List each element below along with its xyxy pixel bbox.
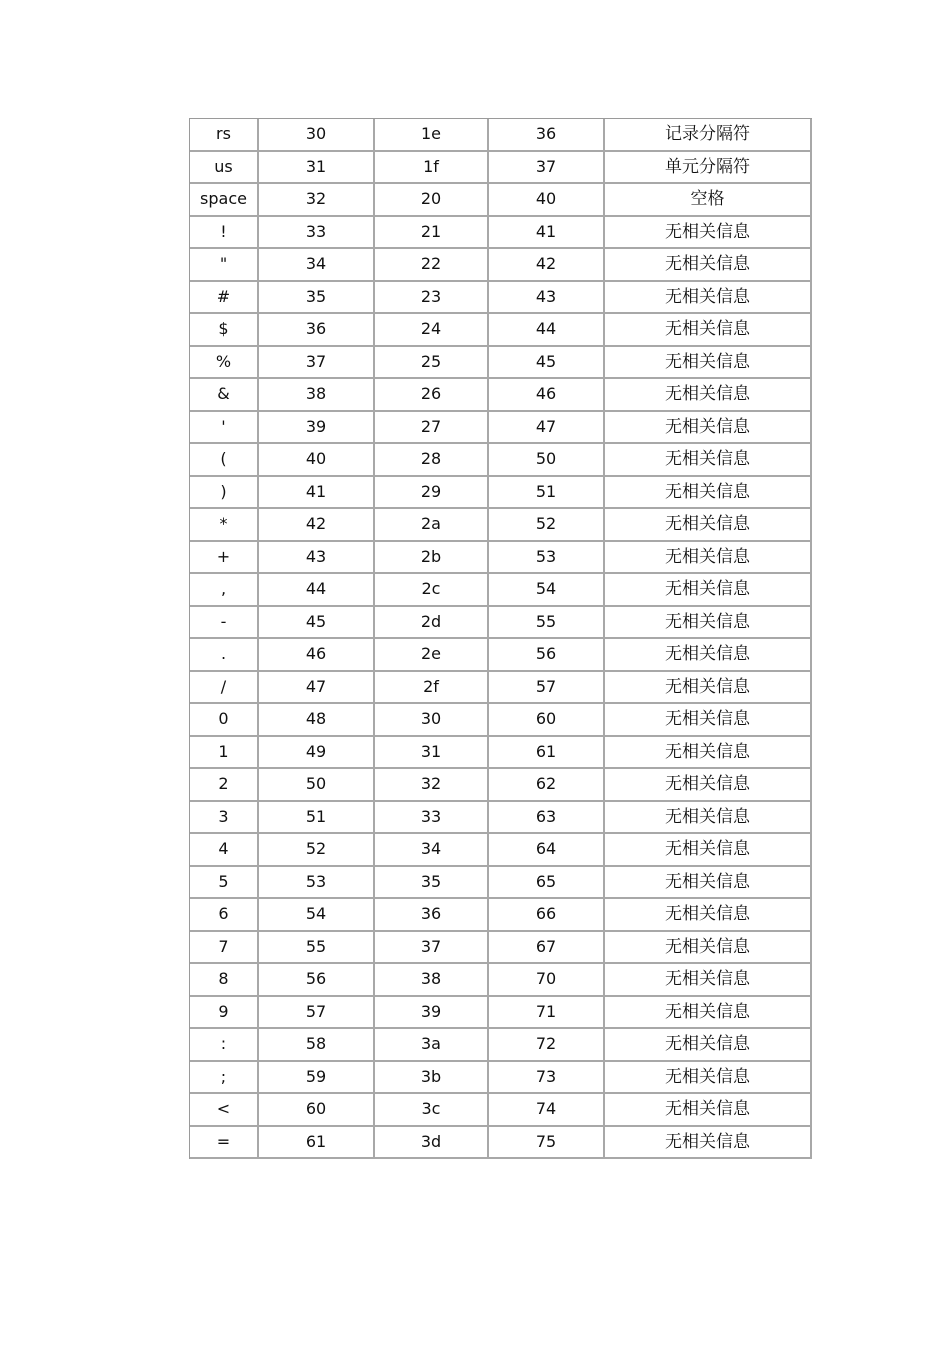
decimal-cell: 31 [259, 152, 375, 185]
decimal-cell: 59 [259, 1062, 375, 1095]
char-cell: 6 [190, 899, 259, 932]
description-cell: 单元分隔符 [605, 152, 812, 185]
octal-cell: 55 [489, 607, 605, 640]
decimal-cell: 43 [259, 542, 375, 575]
decimal-cell: 41 [259, 477, 375, 510]
decimal-cell: 53 [259, 867, 375, 900]
octal-cell: 66 [489, 899, 605, 932]
table-row [190, 737, 812, 770]
ascii-code-table [189, 118, 812, 1159]
table-row [190, 769, 812, 802]
char-cell: 7 [190, 932, 259, 965]
table-row [190, 997, 812, 1030]
char-cell: ( [190, 444, 259, 477]
description-cell: 无相关信息 [605, 867, 812, 900]
description-cell: 无相关信息 [605, 737, 812, 770]
table-row [190, 867, 812, 900]
octal-cell: 44 [489, 314, 605, 347]
char-cell: % [190, 347, 259, 380]
octal-cell: 56 [489, 639, 605, 672]
decimal-cell: 47 [259, 672, 375, 705]
octal-cell: 64 [489, 834, 605, 867]
description-cell: 无相关信息 [605, 997, 812, 1030]
octal-cell: 52 [489, 509, 605, 542]
description-cell: 无相关信息 [605, 249, 812, 282]
decimal-cell: 37 [259, 347, 375, 380]
decimal-cell: 49 [259, 737, 375, 770]
octal-cell: 71 [489, 997, 605, 1030]
octal-cell: 36 [489, 119, 605, 152]
octal-cell: 70 [489, 964, 605, 997]
ascii-table-body [190, 119, 812, 1159]
char-cell: , [190, 574, 259, 607]
hex-cell: 2f [375, 672, 489, 705]
description-cell: 空格 [605, 184, 812, 217]
decimal-cell: 39 [259, 412, 375, 445]
description-cell: 无相关信息 [605, 217, 812, 250]
char-cell: * [190, 509, 259, 542]
description-cell: 无相关信息 [605, 1094, 812, 1127]
hex-cell: 3c [375, 1094, 489, 1127]
char-cell: 3 [190, 802, 259, 835]
decimal-cell: 60 [259, 1094, 375, 1127]
table-row [190, 704, 812, 737]
hex-cell: 20 [375, 184, 489, 217]
char-cell: + [190, 542, 259, 575]
hex-cell: 2d [375, 607, 489, 640]
table-row [190, 574, 812, 607]
decimal-cell: 61 [259, 1127, 375, 1160]
decimal-cell: 50 [259, 769, 375, 802]
char-cell: ! [190, 217, 259, 250]
hex-cell: 2e [375, 639, 489, 672]
decimal-cell: 58 [259, 1029, 375, 1062]
hex-cell: 24 [375, 314, 489, 347]
description-cell: 无相关信息 [605, 412, 812, 445]
description-cell: 无相关信息 [605, 802, 812, 835]
table-row [190, 152, 812, 185]
table-row [190, 672, 812, 705]
char-cell: & [190, 379, 259, 412]
description-cell: 无相关信息 [605, 964, 812, 997]
char-cell: 9 [190, 997, 259, 1030]
char-cell: space [190, 184, 259, 217]
char-cell: ' [190, 412, 259, 445]
description-cell: 无相关信息 [605, 834, 812, 867]
octal-cell: 61 [489, 737, 605, 770]
table-row [190, 542, 812, 575]
decimal-cell: 55 [259, 932, 375, 965]
octal-cell: 74 [489, 1094, 605, 1127]
description-cell: 无相关信息 [605, 509, 812, 542]
char-cell: # [190, 282, 259, 315]
octal-cell: 37 [489, 152, 605, 185]
decimal-cell: 42 [259, 509, 375, 542]
hex-cell: 22 [375, 249, 489, 282]
char-cell: : [190, 1029, 259, 1062]
char-cell: 4 [190, 834, 259, 867]
hex-cell: 34 [375, 834, 489, 867]
decimal-cell: 34 [259, 249, 375, 282]
octal-cell: 72 [489, 1029, 605, 1062]
hex-cell: 3b [375, 1062, 489, 1095]
description-cell: 无相关信息 [605, 444, 812, 477]
decimal-cell: 54 [259, 899, 375, 932]
table-row [190, 1094, 812, 1127]
description-cell: 无相关信息 [605, 639, 812, 672]
description-cell: 记录分隔符 [605, 119, 812, 152]
table-row [190, 1062, 812, 1095]
char-cell: / [190, 672, 259, 705]
octal-cell: 40 [489, 184, 605, 217]
table-row [190, 1029, 812, 1062]
hex-cell: 25 [375, 347, 489, 380]
char-cell: 1 [190, 737, 259, 770]
hex-cell: 32 [375, 769, 489, 802]
octal-cell: 47 [489, 412, 605, 445]
decimal-cell: 46 [259, 639, 375, 672]
table-row [190, 964, 812, 997]
char-cell: = [190, 1127, 259, 1160]
hex-cell: 26 [375, 379, 489, 412]
decimal-cell: 44 [259, 574, 375, 607]
description-cell: 无相关信息 [605, 282, 812, 315]
description-cell: 无相关信息 [605, 542, 812, 575]
hex-cell: 3a [375, 1029, 489, 1062]
octal-cell: 60 [489, 704, 605, 737]
table-row [190, 314, 812, 347]
hex-cell: 39 [375, 997, 489, 1030]
char-cell: - [190, 607, 259, 640]
octal-cell: 75 [489, 1127, 605, 1160]
decimal-cell: 36 [259, 314, 375, 347]
description-cell: 无相关信息 [605, 347, 812, 380]
hex-cell: 2a [375, 509, 489, 542]
char-cell: . [190, 639, 259, 672]
description-cell: 无相关信息 [605, 477, 812, 510]
hex-cell: 33 [375, 802, 489, 835]
hex-cell: 28 [375, 444, 489, 477]
description-cell: 无相关信息 [605, 769, 812, 802]
table-row [190, 119, 812, 152]
table-row [190, 802, 812, 835]
hex-cell: 38 [375, 964, 489, 997]
table-row [190, 444, 812, 477]
description-cell: 无相关信息 [605, 1127, 812, 1160]
hex-cell: 2b [375, 542, 489, 575]
table-row [190, 412, 812, 445]
decimal-cell: 33 [259, 217, 375, 250]
table-row [190, 477, 812, 510]
decimal-cell: 38 [259, 379, 375, 412]
octal-cell: 62 [489, 769, 605, 802]
octal-cell: 46 [489, 379, 605, 412]
octal-cell: 73 [489, 1062, 605, 1095]
char-cell: ; [190, 1062, 259, 1095]
hex-cell: 36 [375, 899, 489, 932]
table-row [190, 932, 812, 965]
table-row [190, 899, 812, 932]
description-cell: 无相关信息 [605, 672, 812, 705]
octal-cell: 41 [489, 217, 605, 250]
hex-cell: 37 [375, 932, 489, 965]
hex-cell: 23 [375, 282, 489, 315]
table-row [190, 834, 812, 867]
decimal-cell: 57 [259, 997, 375, 1030]
decimal-cell: 35 [259, 282, 375, 315]
char-cell: 5 [190, 867, 259, 900]
hex-cell: 1e [375, 119, 489, 152]
hex-cell: 29 [375, 477, 489, 510]
description-cell: 无相关信息 [605, 607, 812, 640]
table-row [190, 217, 812, 250]
octal-cell: 50 [489, 444, 605, 477]
hex-cell: 3d [375, 1127, 489, 1160]
octal-cell: 53 [489, 542, 605, 575]
octal-cell: 42 [489, 249, 605, 282]
octal-cell: 67 [489, 932, 605, 965]
octal-cell: 51 [489, 477, 605, 510]
octal-cell: 63 [489, 802, 605, 835]
decimal-cell: 45 [259, 607, 375, 640]
char-cell: us [190, 152, 259, 185]
description-cell: 无相关信息 [605, 379, 812, 412]
hex-cell: 27 [375, 412, 489, 445]
hex-cell: 30 [375, 704, 489, 737]
octal-cell: 57 [489, 672, 605, 705]
table-row [190, 1127, 812, 1160]
table-row [190, 282, 812, 315]
decimal-cell: 48 [259, 704, 375, 737]
table-row [190, 249, 812, 282]
table-row [190, 347, 812, 380]
octal-cell: 43 [489, 282, 605, 315]
table-row [190, 607, 812, 640]
char-cell: 2 [190, 769, 259, 802]
table-row [190, 379, 812, 412]
table-row [190, 509, 812, 542]
table-row [190, 639, 812, 672]
description-cell: 无相关信息 [605, 1029, 812, 1062]
char-cell: 8 [190, 964, 259, 997]
table-row [190, 184, 812, 217]
char-cell: 0 [190, 704, 259, 737]
decimal-cell: 51 [259, 802, 375, 835]
description-cell: 无相关信息 [605, 314, 812, 347]
octal-cell: 54 [489, 574, 605, 607]
decimal-cell: 30 [259, 119, 375, 152]
char-cell: $ [190, 314, 259, 347]
octal-cell: 45 [489, 347, 605, 380]
decimal-cell: 56 [259, 964, 375, 997]
char-cell: " [190, 249, 259, 282]
hex-cell: 35 [375, 867, 489, 900]
description-cell: 无相关信息 [605, 574, 812, 607]
description-cell: 无相关信息 [605, 899, 812, 932]
hex-cell: 21 [375, 217, 489, 250]
description-cell: 无相关信息 [605, 932, 812, 965]
hex-cell: 2c [375, 574, 489, 607]
decimal-cell: 32 [259, 184, 375, 217]
char-cell: rs [190, 119, 259, 152]
char-cell: < [190, 1094, 259, 1127]
hex-cell: 1f [375, 152, 489, 185]
description-cell: 无相关信息 [605, 704, 812, 737]
decimal-cell: 40 [259, 444, 375, 477]
octal-cell: 65 [489, 867, 605, 900]
decimal-cell: 52 [259, 834, 375, 867]
description-cell: 无相关信息 [605, 1062, 812, 1095]
char-cell: ) [190, 477, 259, 510]
hex-cell: 31 [375, 737, 489, 770]
